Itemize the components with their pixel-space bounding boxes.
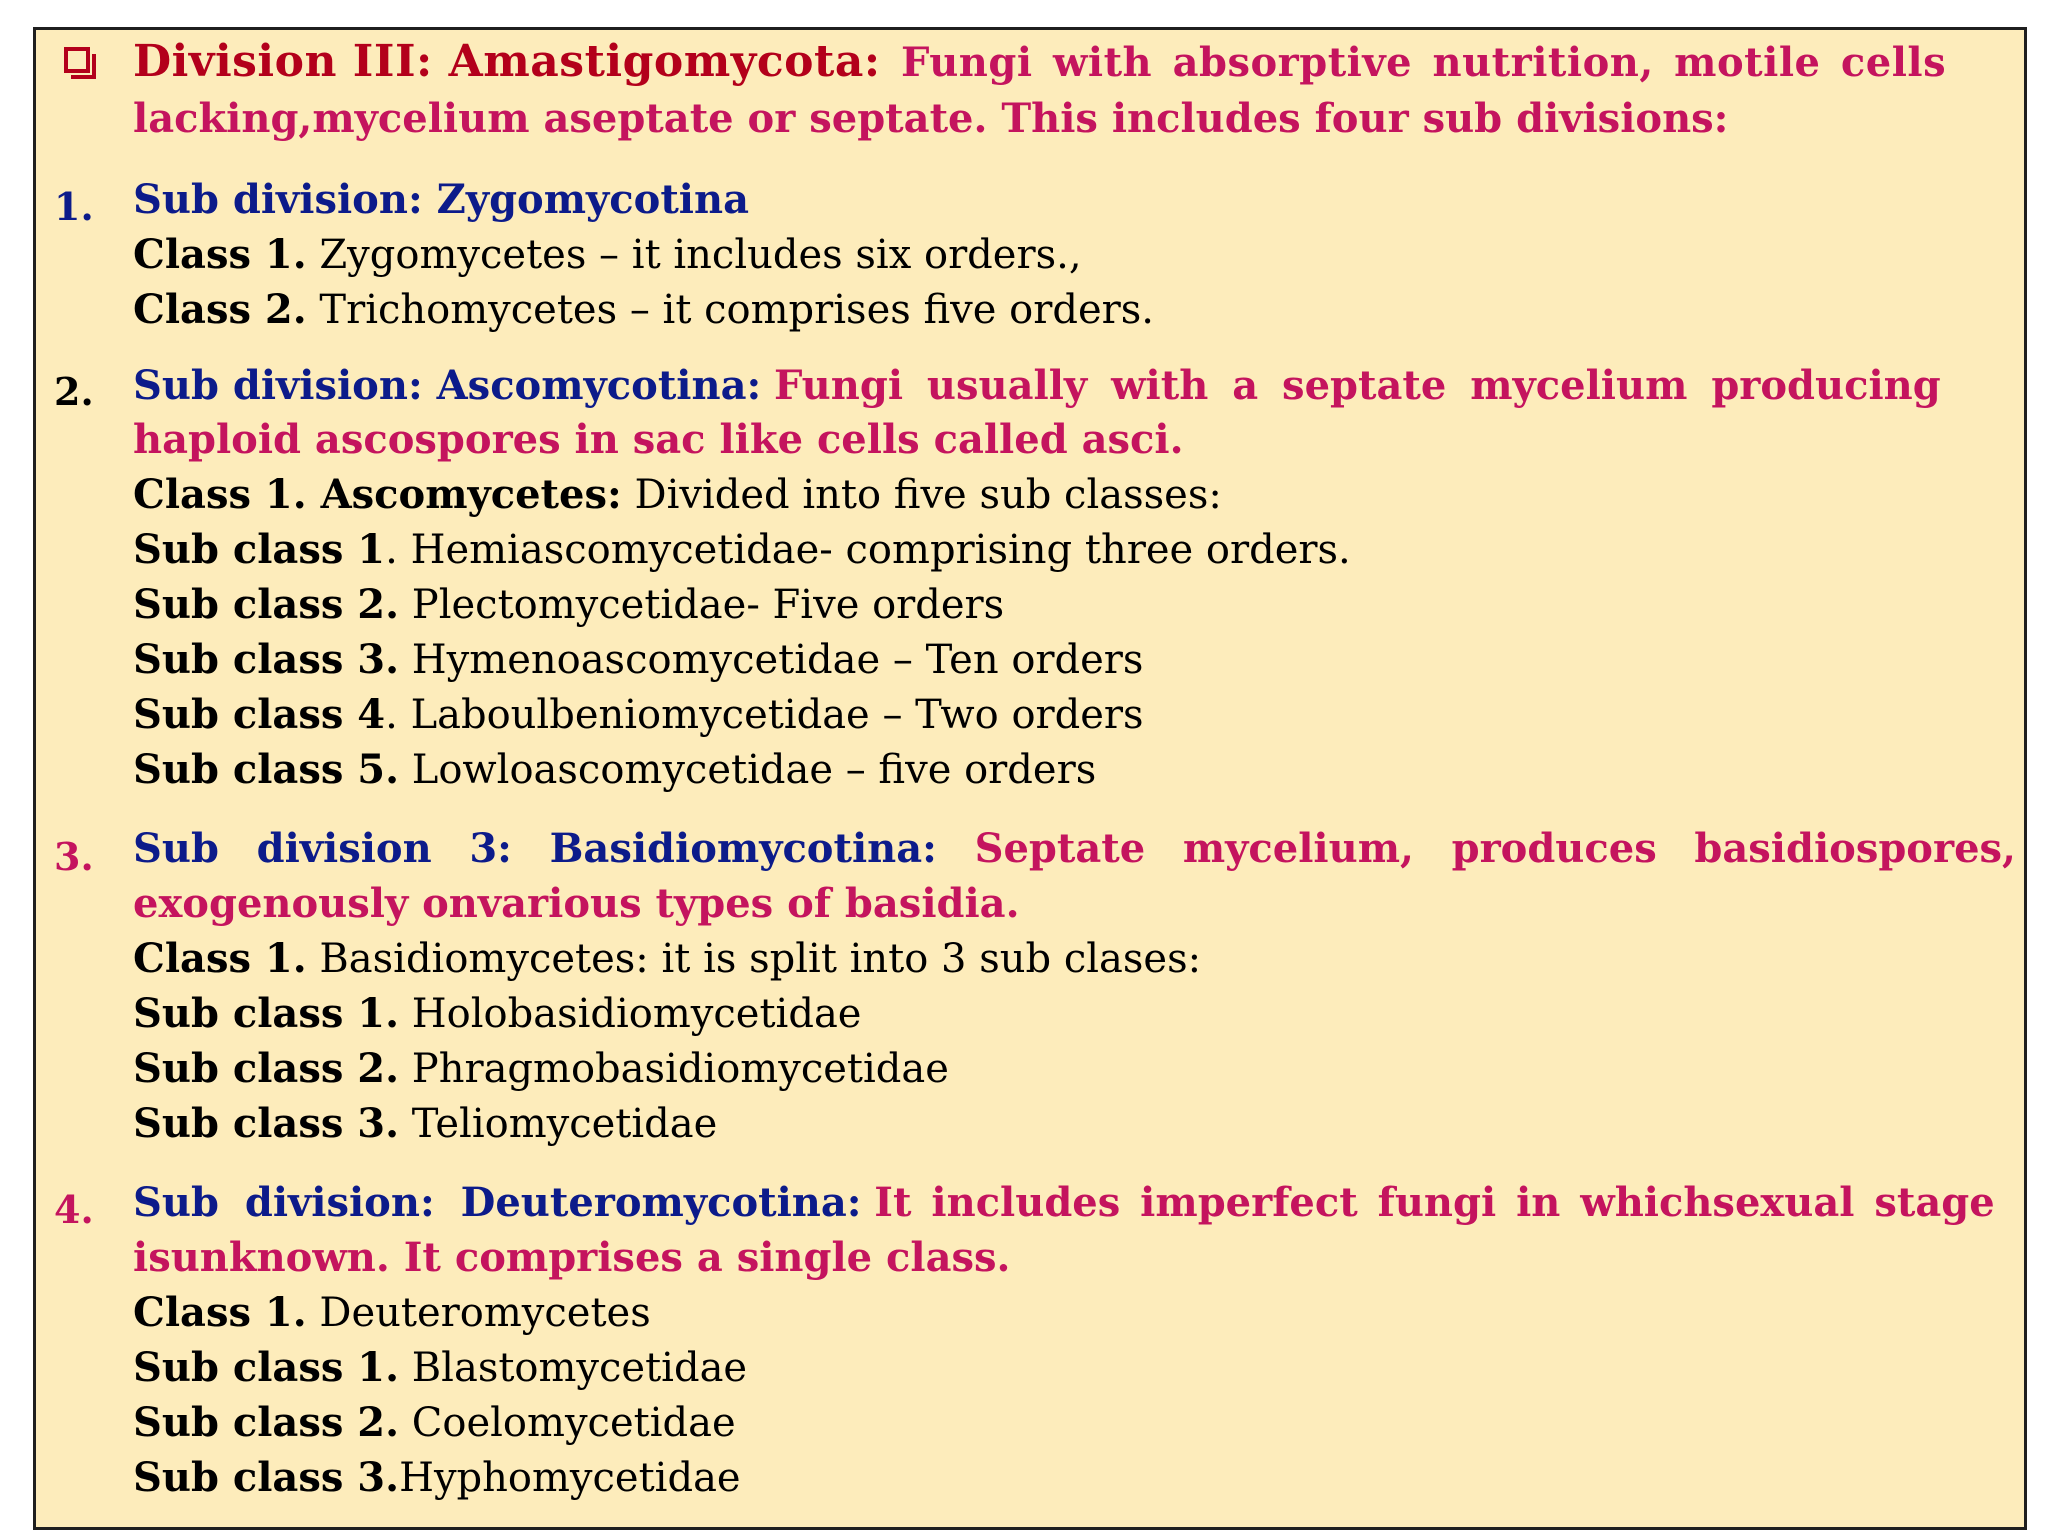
class-text: Zygomycetes – it includes six orders., [319,232,1082,278]
section-3-title-word: Basidiomycotina: [549,825,937,872]
section-4-line-2 [133,1344,748,1391]
subclass-text: Hyphomycetidae [399,1455,741,1501]
section-2-line-1 [133,471,1222,518]
subclass-text: Blastomycetidae [411,1345,748,1391]
section-3-description-word: Septate [974,825,1146,872]
section-1-number: 1. [54,184,94,229]
section-2-line-6 [133,746,1097,793]
class-text: Trichomycetes – it comprises five orders. [319,287,1154,333]
class-text: Divided into five sub classes: [634,472,1222,518]
section-4-line-3 [133,1399,736,1446]
checkbox-bullet-icon [64,47,90,73]
division-heading-line-1 [133,36,1947,87]
section-3-number: 3. [54,834,94,879]
section-2-title: Sub division: Ascomycotina: [133,362,762,409]
section-4-number: 4. [54,1187,94,1232]
section-3-description-word: mycelium, [1182,825,1414,872]
section-3-description-word: produces [1451,825,1657,872]
division-description-2: lacking,mycelium aseptate or septate. This includes four sub divisions: [133,95,1729,142]
subclass-label: Sub class 1 [133,526,386,573]
section-3-line-3 [133,1045,949,1092]
section-1-line-2 [133,286,1154,333]
section-4-description-1: It includes imperfect fungi in whichsexual stage [874,1179,1995,1226]
subclass-text: Phragmobasidiomycetidae [411,1046,949,1092]
section-3-line-4 [133,1100,718,1147]
section-4-line-4 [133,1454,741,1501]
section-2-number: 2. [54,369,94,414]
section-4-heading-line [133,1179,1995,1226]
section-4-line-1 [133,1289,651,1336]
section-2-line-5 [133,691,1144,738]
section-1-title: Sub division: Zygomycotina [133,176,749,223]
section-3-line-1 [133,935,1202,982]
subclass-label: Sub class 3. [133,636,400,683]
subclass-label: Sub class 2. [133,581,400,628]
section-3-description-2: exogenously onvarious types of basidia. [133,880,1020,927]
section-3-line-2 [133,990,862,1037]
division-description-1: Fungi with absorptive nutrition, motile cells [880,39,1947,86]
class-label: Class 2. [133,286,307,333]
section-2-line-2 [133,526,1351,573]
section-3-title-word: 3: [469,825,512,872]
subclass-label: Sub class 2. [133,1045,400,1092]
subclass-label: Sub class 4 [133,691,386,738]
subclass-text: Lowloascomycetidae – five orders [411,747,1097,793]
subclass-text: Coelomycetidae [411,1400,736,1446]
section-4-title: Sub division: Deuteromycotina: [133,1179,862,1226]
section-3-title-word: Sub [133,825,219,872]
section-2-line-3 [133,581,1005,628]
division-title: Division III: Amastigomycota: [133,36,881,87]
section-2-description-2: haploid ascospores in sac like cells called asci. [133,416,1184,463]
subclass-label: Sub class 3. [133,1100,400,1147]
section-3-heading-line [133,825,2016,872]
class-text: Deuteromycetes [319,1290,651,1336]
subclass-text: . Hemiascomycetidae- comprising three orders. [385,527,1351,573]
section-4-description-2: isunknown. It comprises a single class. [133,1234,1011,1281]
subclass-label: Sub class 2. [133,1399,400,1446]
subclass-text: . Laboulbeniomycetidae – Two orders [385,692,1144,738]
subclass-label: Sub class 5. [133,746,400,793]
subclass-text: Hymenoascomycetidae – Ten orders [411,637,1144,683]
subclass-text: Holobasidiomycetidae [411,991,862,1037]
subclass-text: Teliomycetidae [411,1101,718,1147]
class-text: Basidiomycetes: it is split into 3 sub clases: [319,936,1202,982]
section-3-title-word: division [256,825,432,872]
section-3-description-word: basidiospores, [1694,825,2016,872]
subclass-label: Sub class 1. [133,990,400,1037]
section-1-line-1 [133,231,1082,278]
section-2-description-1: Fungi usually with a septate mycelium producing [773,362,1941,409]
class-label: Class 1. Ascomycetes: [133,471,622,518]
class-label: Class 1. [133,935,307,982]
class-label: Class 1. [133,231,307,278]
section-2-heading-line [133,362,1941,409]
subclass-label: Sub class 3. [133,1454,400,1501]
section-2-line-4 [133,636,1144,683]
subclass-text: Plectomycetidae- Five orders [411,582,1005,628]
class-label: Class 1. [133,1289,307,1336]
subclass-label: Sub class 1. [133,1344,400,1391]
